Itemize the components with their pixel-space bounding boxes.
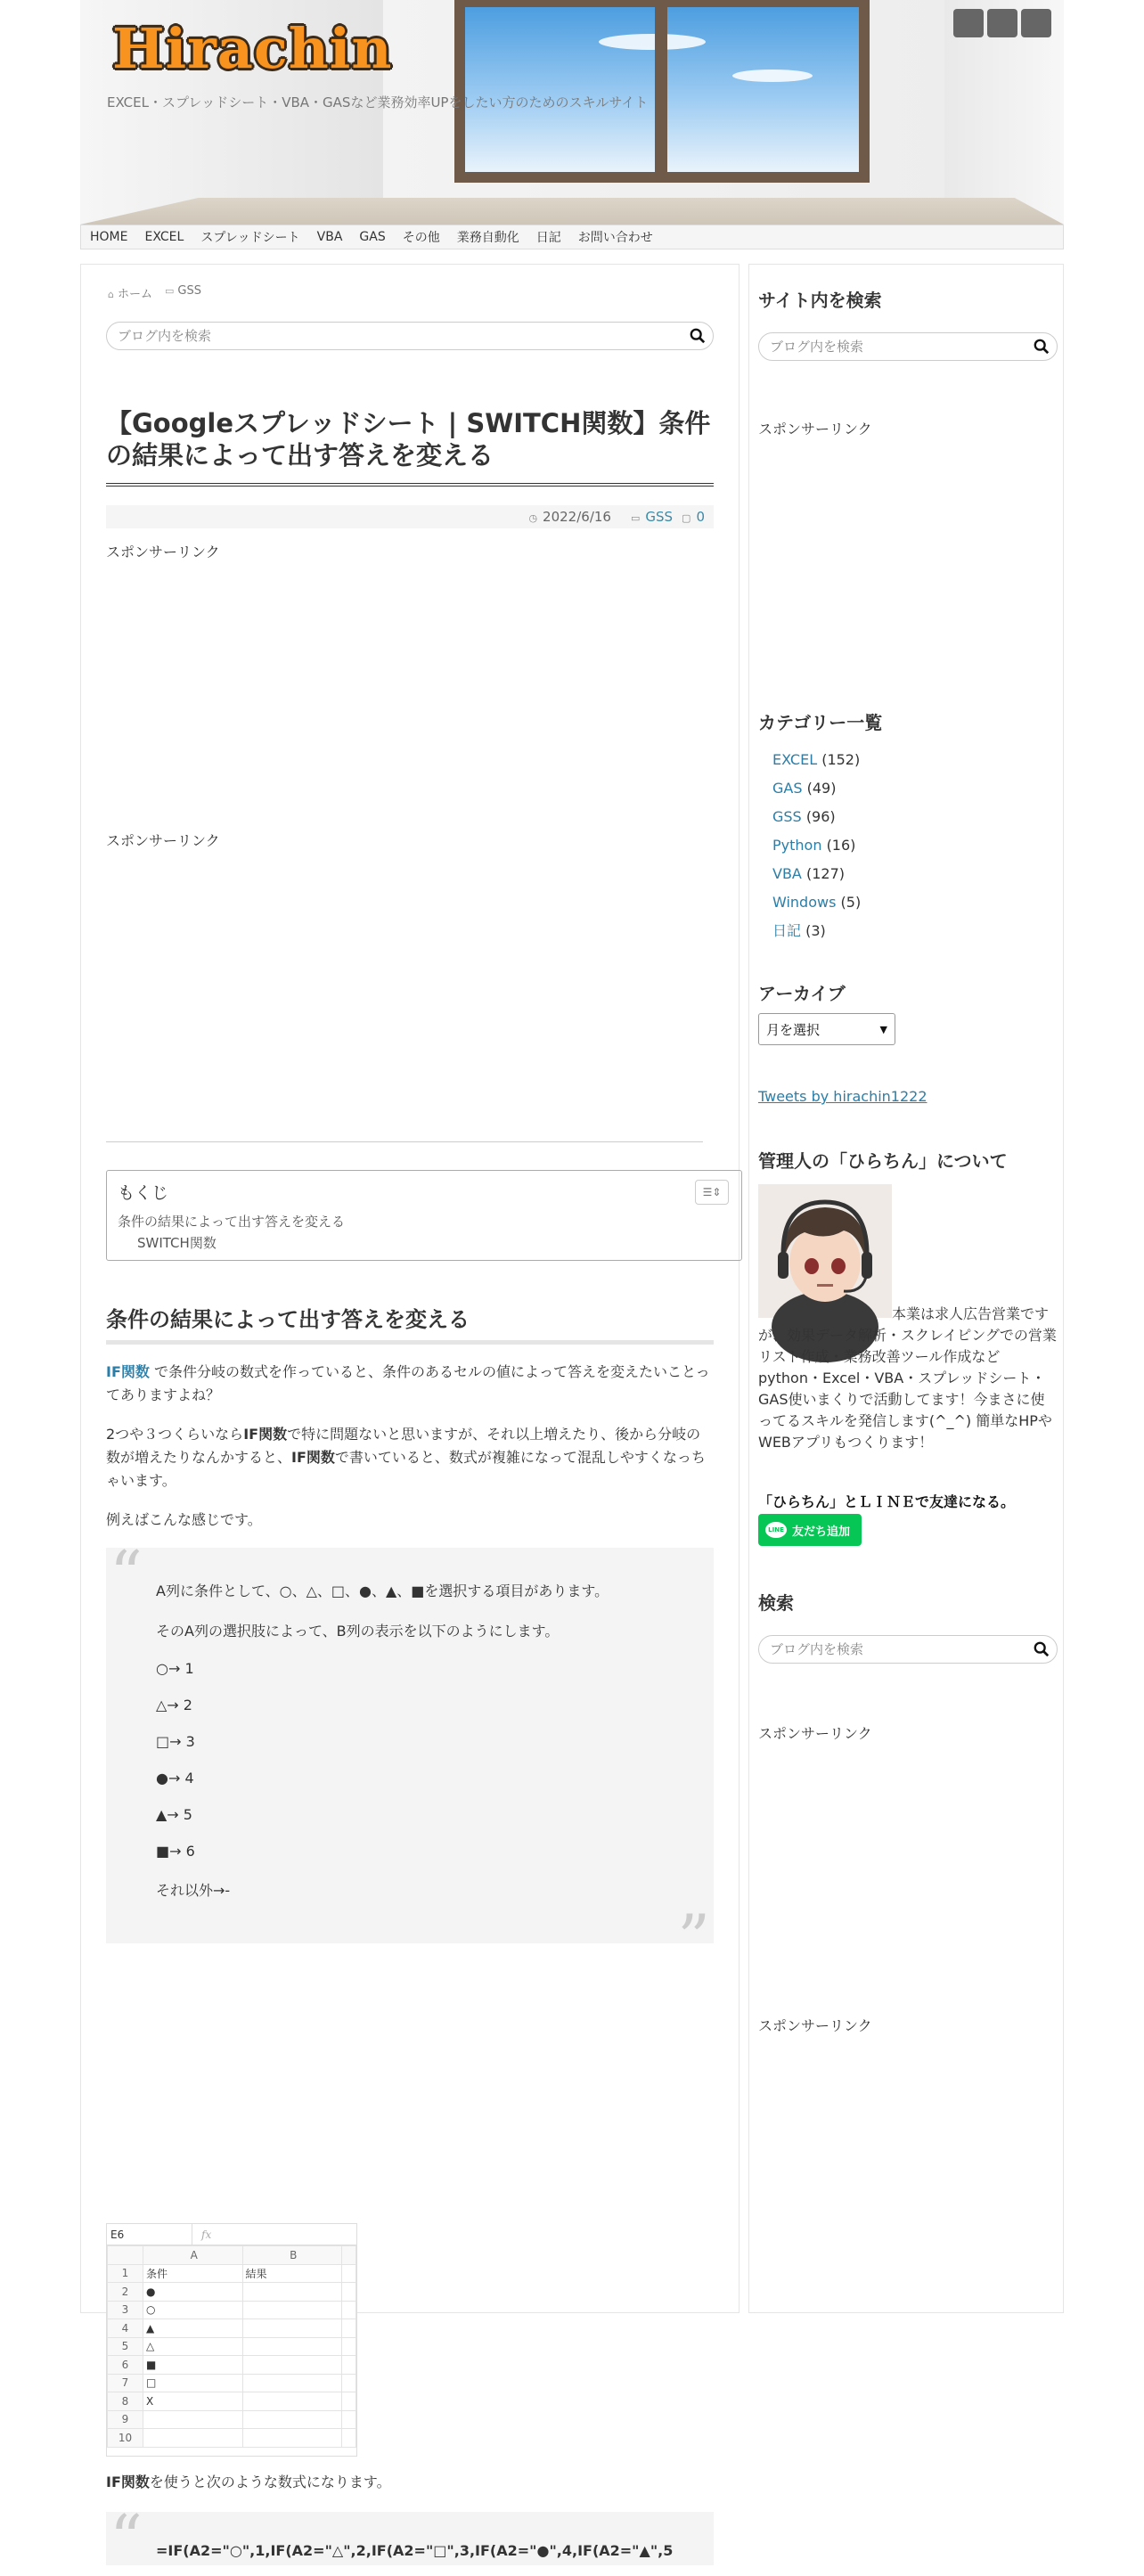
nav-excel[interactable]: EXCEL (144, 230, 184, 244)
sidebar (748, 264, 1064, 2313)
nav-contact[interactable]: お問い合わせ (577, 231, 653, 245)
blog-search-input[interactable] (107, 323, 622, 349)
toc-toggle-button[interactable] (695, 1180, 729, 1205)
sidebar-search-2 (758, 1635, 1058, 1664)
breadcrumb-home[interactable]: ⌂ ホーム (108, 288, 152, 301)
folder-icon: ▭ (165, 285, 175, 297)
search-title: 検索 (758, 1592, 794, 1614)
post-date: ◷ 2022/6/16 (528, 509, 611, 525)
quote-line: △→ 2 (156, 1697, 192, 1713)
social-icon-3[interactable] (1021, 9, 1051, 37)
category-link[interactable]: 日記 (772, 922, 802, 939)
paragraph-4: IF関数を使うと次のような数式になります。 (106, 2474, 391, 2490)
quote-open-icon: “ (110, 2501, 143, 2576)
category-link[interactable]: Windows (772, 894, 837, 911)
category-link[interactable]: GAS (772, 780, 803, 797)
list-item: VBA (127) (772, 865, 845, 882)
article-title: 【Googleスプレッドシート | SWITCH関数】条件の結果によって出す答えを変える (106, 407, 714, 487)
sheet-grid: A B 1 条件 結果 2 ● 3 ○ 4 ▲ 5 △ 6 ■ 7 □ 8 X 9 10 (107, 2245, 356, 2448)
home-icon: ⌂ (108, 289, 114, 300)
sidebar-search (758, 332, 1058, 361)
formula-text: =IF(A2="○",1,IF(A2="△",2,IF(A2="□",3,IF(A2="●",4,IF(A2="▲",5 (156, 2542, 674, 2559)
list-item: EXCEL (152) (772, 751, 861, 768)
nav-vba[interactable]: VBA (316, 230, 343, 244)
divider (106, 1141, 703, 1142)
toc-item[interactable]: 条件の結果によって出す答えを変える (118, 1214, 346, 1230)
social-buttons (953, 9, 1051, 37)
table-row: 1 条件 結果 (108, 2264, 356, 2283)
main-content (80, 264, 740, 2576)
breadcrumb-category[interactable]: ▭ GSS (165, 284, 201, 298)
toc-title: もくじ (118, 1183, 169, 1203)
paragraph-1: IF関数 で条件分岐の数式を作っていると、条件のあるセルの値によって答えを変えたいことってありますよね？ (106, 1363, 710, 1403)
sidebar-sponsor-label-2: スポンサーリンク (758, 1725, 872, 1742)
sidebar-search-input[interactable] (759, 333, 1012, 360)
quote-line: ○→ 1 (156, 1660, 194, 1677)
comment-icon: ▢ (682, 512, 691, 524)
search-icon[interactable] (1034, 339, 1050, 355)
table-row: 10 (108, 2429, 356, 2448)
post-category: ▭ GSS (630, 509, 674, 525)
formula-blockquote (106, 2501, 714, 2576)
nav-spreadsheet[interactable]: スプレッドシート (200, 231, 300, 245)
table-of-contents (106, 1170, 742, 1261)
nav-automation[interactable]: 業務自動化 (456, 231, 519, 245)
line-add-friend-button[interactable]: LINE 友だち追加 (758, 1514, 862, 1546)
nav-gas[interactable]: GAS (359, 230, 386, 244)
category-link[interactable]: GSS (772, 808, 802, 825)
clock-icon: ◷ (528, 512, 538, 524)
sponsor-label-2: スポンサーリンク (106, 832, 220, 849)
site-logo[interactable]: Hirachin (112, 16, 393, 81)
nav-diary[interactable]: 日記 (535, 231, 561, 245)
toc-item[interactable]: SWITCH関数 (137, 1235, 217, 1251)
about-title: 管理人の「ひらちん」について (758, 1150, 1008, 1172)
spreadsheet-screenshot (106, 2223, 357, 2457)
table-row: 8 X (108, 2392, 356, 2411)
tweets-link[interactable]: Tweets by hirachin1222 (758, 1088, 927, 1105)
search-icon[interactable] (690, 328, 706, 344)
list-icon: ☰⇕ (702, 1186, 722, 1198)
table-row: 2 ● (108, 2283, 356, 2302)
banner-floor (80, 198, 1064, 225)
fx-icon: fx (201, 2228, 212, 2241)
sidebar-sponsor-label-3: スポンサーリンク (758, 2017, 872, 2034)
table-row: 6 ■ (108, 2356, 356, 2375)
sidebar-search-title: サイト内を検索 (758, 290, 882, 311)
sidebar-sponsor-label: スポンサーリンク (758, 421, 872, 438)
paragraph-3: 例えばこんな感じです。 (106, 1511, 262, 1528)
blockquote (106, 1537, 714, 1975)
site-tagline: EXCEL・スプレッドシート・VBA・GASなど業務効率UPをしたい方のためのスキルサイト (107, 94, 649, 110)
folder-icon: ▭ (630, 512, 641, 524)
paragraph-2: 2つや３つくらいならIF関数で特に問題ないと思いますが、それ以上増えたり、後から分岐の数が増えたりなんかすると、IF関数で書いていると、数式が複雑になって混乱しやすくなっちゃいます。 (106, 1426, 706, 1489)
avatar (758, 1184, 892, 1318)
category-link[interactable]: EXCEL (772, 751, 818, 768)
category-list (772, 746, 861, 945)
nav-other[interactable]: その他 (402, 231, 440, 245)
quote-line: ▲→ 5 (156, 1806, 192, 1823)
list-item: Windows (5) (772, 894, 862, 911)
category-link[interactable]: Python (772, 837, 822, 854)
sponsor-label: スポンサーリンク (106, 544, 220, 560)
category-link[interactable]: VBA (772, 865, 802, 882)
social-icon-2[interactable] (987, 9, 1017, 37)
quote-line: それ以外→- (156, 1882, 231, 1899)
article-meta (106, 505, 714, 528)
if-function-link[interactable]: IF関数 (106, 1363, 150, 1380)
formula-bar (107, 2224, 356, 2245)
section-heading: 条件の結果によって出す答えを変える (106, 1302, 714, 1345)
search-icon[interactable] (1034, 1641, 1050, 1657)
cell-reference: E6 (107, 2224, 192, 2245)
list-item: GSS (96) (772, 808, 836, 825)
quote-line: □→ 3 (156, 1733, 195, 1750)
archive-select[interactable]: 月を選択 ▼ (758, 1013, 895, 1045)
table-row: 7 □ (108, 2374, 356, 2392)
quote-open-icon: “ (110, 1537, 143, 1612)
blog-search (106, 322, 714, 350)
sidebar-search-input-2[interactable] (759, 1636, 1012, 1663)
table-row: 4 ▲ (108, 2319, 356, 2338)
nav-home[interactable]: HOME (90, 230, 128, 244)
breadcrumb (108, 284, 201, 301)
line-title: 「ひらちん」とＬＩＮＥで友達になる。 (758, 1493, 1016, 1510)
table-row: 5 △ (108, 2337, 356, 2356)
list-item: 日記 (3) (772, 922, 826, 939)
quote-line: A列に条件として、○、△、□、●、▲、■を選択する項目があります。 (156, 1582, 609, 1599)
social-icon-1[interactable] (953, 9, 984, 37)
quote-line: そのA列の選択肢によって、B列の表示を以下のようにします。 (156, 1623, 560, 1640)
line-icon: LINE (765, 1522, 787, 1538)
post-comments: ▢ 0 (682, 509, 705, 525)
banner-window (454, 0, 870, 183)
quote-line: ■→ 6 (156, 1843, 195, 1860)
table-row: 9 (108, 2410, 356, 2429)
categories-title: カテゴリー一覧 (758, 712, 883, 733)
table-row: 3 ○ (108, 2301, 356, 2319)
quote-close-icon: ” (677, 1901, 710, 1975)
author-bio: 本業は求人広告営業ですが、効果データ解析・スクレイピングでの営業リスト作成・業務改善ツール作成などpython・Excel・VBA・スプレッドシート・GAS使いまくりで活動してます！今まさに使ってるスキルを発信します(^_^) 簡単なHPやWEBアプリもつくります！ (758, 1305, 1057, 1451)
list-item: Python (16) (772, 837, 856, 854)
list-item: GAS (49) (772, 780, 837, 797)
chevron-down-icon: ▼ (879, 1023, 887, 1035)
archive-title: アーカイブ (758, 983, 846, 1004)
quote-line: ●→ 4 (156, 1770, 194, 1787)
main-nav (80, 225, 1064, 249)
